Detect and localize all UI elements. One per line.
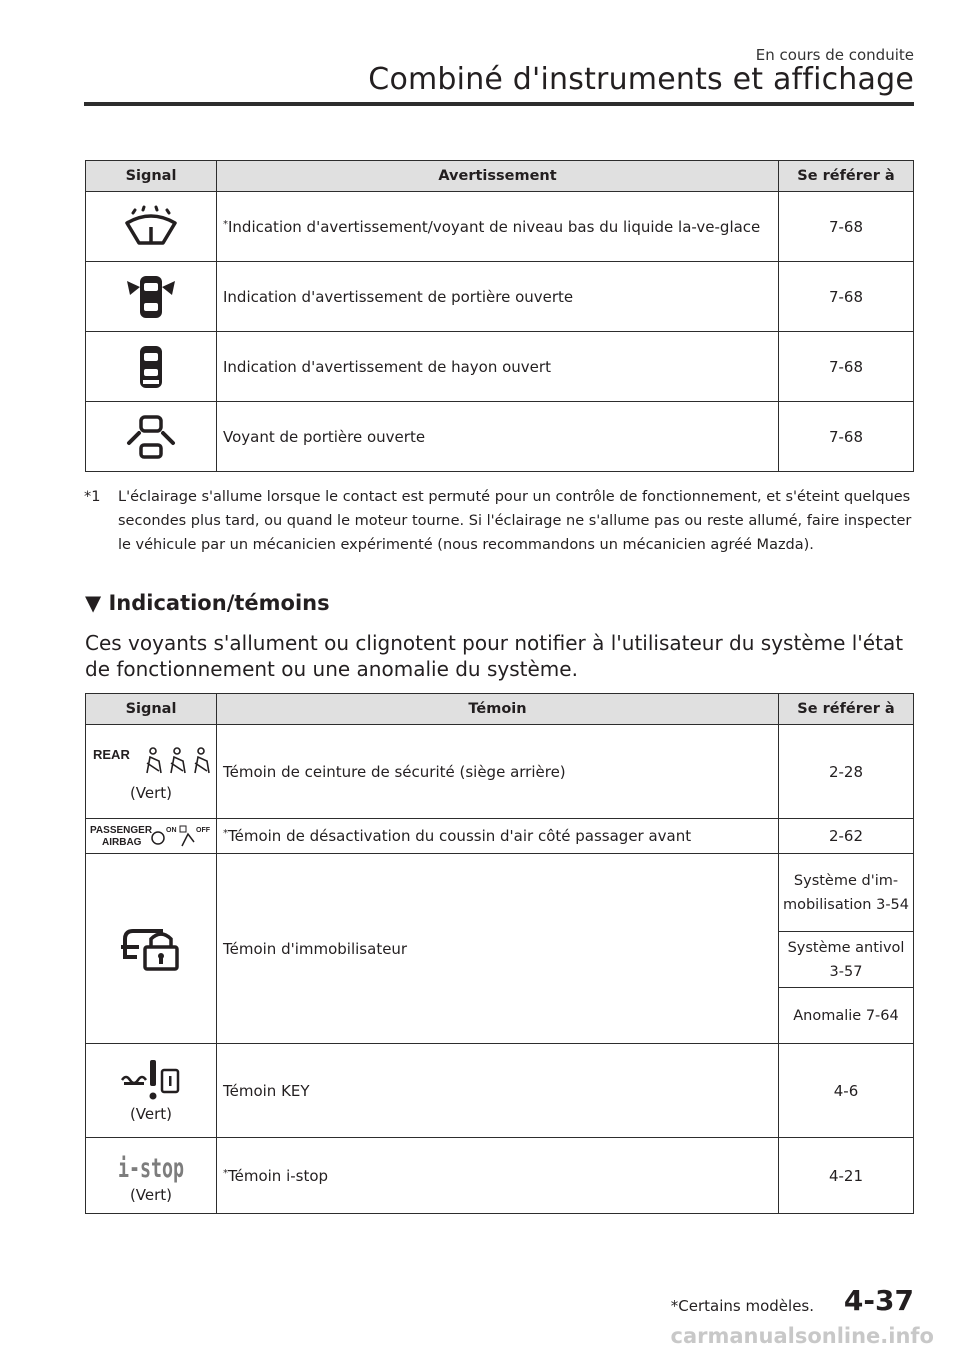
table-header-row	[86, 694, 914, 725]
table-row	[86, 819, 914, 854]
signal-cell	[86, 1044, 217, 1138]
signal-cell	[86, 262, 217, 332]
ref-cell: 2-28	[779, 725, 914, 819]
color-note: (Vert)	[129, 1185, 173, 1204]
section-intro: Ces voyants s'allument ou clignotent pour notifier à l'utilisateur du système l'état de fonctionnement ou une anomalie du système.	[85, 631, 904, 681]
signal-cell	[86, 402, 217, 472]
footnote	[84, 485, 914, 557]
svg-text:AIRBAG: AIRBAG	[102, 837, 142, 848]
door-ajar-icon	[123, 413, 179, 461]
rear-seatbelt-icon	[89, 741, 213, 781]
table-row	[86, 332, 914, 402]
footnote-text: L'éclairage s'allume lorsque le contact est permuté pour un contrôle de fonctionnement, et s'éteint quelques secondes plus tard, ou quand le moteur tourne. Si l'éclairage ne s'allume pas ou reste allumé, faire inspecter le véhicule par un mécanicien expérimenté (nous recommandons un mécanicien agréé Mazda).	[118, 489, 912, 553]
signal-cell	[86, 1138, 217, 1214]
indicator-text: *Témoin de désactivation du coussin d'air côté passager avant	[217, 819, 779, 854]
table-row	[86, 262, 914, 332]
chapter-title: Combiné d'instruments et affichage	[368, 62, 914, 97]
warning-text: Indication d'avertissement de hayon ouvert	[217, 332, 779, 402]
table-header-row	[86, 161, 914, 192]
table-row	[86, 402, 914, 472]
col-header-indicator: Témoin	[217, 694, 779, 725]
ref-cell: 7-68	[779, 192, 914, 262]
col-header-signal: Signal	[86, 694, 217, 725]
footnote-mark: *1	[84, 489, 101, 505]
indicator-text: *Témoin i-stop	[217, 1138, 779, 1214]
warning-text: Voyant de portière ouverte	[217, 402, 779, 472]
passenger-airbag-off-icon	[88, 822, 214, 850]
ref-cell: 4-6	[779, 1044, 914, 1138]
indicator-table	[85, 693, 914, 1214]
key-warning-icon	[118, 1058, 184, 1102]
i-stop-icon	[116, 1147, 186, 1183]
table-row	[86, 854, 914, 932]
col-header-ref: Se référer à	[779, 694, 914, 725]
ref-cell: 7-68	[779, 262, 914, 332]
ref-cell: Système antivol 3-57	[779, 932, 914, 988]
page-number: 4-37	[843, 1284, 914, 1317]
table-row	[86, 1044, 914, 1138]
color-note: (Vert)	[129, 1104, 173, 1123]
signal-cell	[86, 192, 217, 262]
signal-cell	[86, 725, 217, 819]
color-note: (Vert)	[129, 783, 173, 802]
indicator-text: Témoin KEY	[217, 1044, 779, 1138]
ref-cell: 2-62	[779, 819, 914, 854]
ref-cell: 7-68	[779, 332, 914, 402]
signal-cell	[86, 854, 217, 1044]
door-open-icon	[123, 273, 179, 321]
warning-table	[85, 160, 914, 472]
col-header-warning: Avertissement	[217, 161, 779, 192]
signal-cell	[86, 819, 217, 854]
footer-note: *Certains modèles.	[670, 1297, 814, 1315]
indicator-text: Témoin de ceinture de sécurité (siège arrière)	[217, 725, 779, 819]
table-row	[86, 192, 914, 262]
indicator-text: Témoin d'immobilisateur	[217, 854, 779, 1044]
col-header-ref: Se référer à	[779, 161, 914, 192]
signal-cell	[86, 332, 217, 402]
section-title: En cours de conduite	[755, 46, 914, 64]
header-rule	[84, 102, 914, 106]
washer-fluid-icon	[123, 207, 179, 247]
svg-text:ON: ON	[166, 827, 177, 834]
warning-text: *Indication d'avertissement/voyant de niveau bas du liquide la-ve-glace	[217, 192, 779, 262]
ref-cell: Système d'im-mobilisation 3-54	[779, 854, 914, 932]
svg-text:PASSENGER: PASSENGER	[90, 825, 153, 836]
col-header-signal: Signal	[86, 161, 217, 192]
warning-text: Indication d'avertissement de portière ouverte	[217, 262, 779, 332]
page-header	[84, 44, 914, 106]
liftgate-open-icon	[123, 343, 179, 391]
ref-cell: Anomalie 7-64	[779, 988, 914, 1044]
svg-text:i-stop: i-stop	[118, 1152, 184, 1184]
svg-text:OFF: OFF	[196, 827, 210, 834]
table-row	[86, 1138, 914, 1214]
table-row	[86, 725, 914, 819]
ref-cell: 4-21	[779, 1138, 914, 1214]
section-heading: ▼ Indication/témoins	[85, 591, 330, 615]
immobilizer-icon	[119, 925, 183, 973]
ref-cell: 7-68	[779, 402, 914, 472]
watermark: carmanualsonline.info	[670, 1324, 934, 1348]
svg-text:REAR: REAR	[93, 746, 130, 762]
